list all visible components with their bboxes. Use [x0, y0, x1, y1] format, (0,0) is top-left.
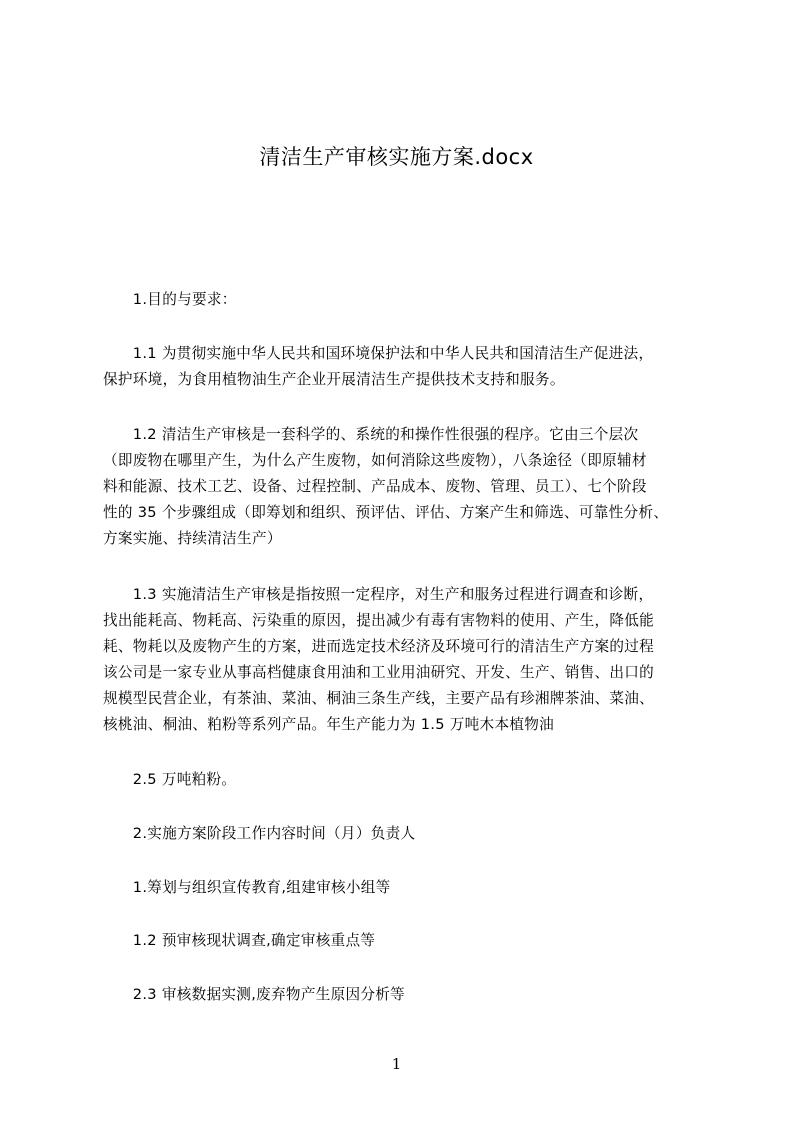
paragraph-1-2	[103, 422, 693, 552]
document-title: 清洁生产审核实施方案.docx	[259, 145, 534, 169]
text-line: 保护环境，为食用植物油生产企业开展清洁生产提供技术支持和服务。	[103, 371, 565, 388]
text-line: 1.筹划与组织宣传教育,组建审核小组等	[103, 879, 391, 896]
text-line: 料和能源、技术工艺、设备、过程控制、产品成本、废物、管理、员工）、七个阶段	[103, 478, 647, 495]
text-line: 2.5 万吨粕粉。	[103, 771, 237, 788]
text-line: 1.1 为贯彻实施中华人民共和国环境保护法和中华人民共和国清洁生产促进法，	[103, 345, 654, 362]
paragraph-1-1	[103, 341, 693, 393]
text-line: 2.实施方案阶段工作内容时间（月）负责人	[103, 825, 416, 842]
text-line: （即废物在哪里产生，为什么产生废物，如何消除这些废物），八条途径（即原辅材	[103, 452, 647, 469]
text-line: 耗、物耗以及废物产生的方案，进而选定技术经济及环境可行的清洁生产方案的过程	[103, 638, 655, 655]
text-line: 该公司是一家专业从事高档健康食用油和工业用油研究、开发、生产、销售、出口的	[103, 664, 655, 681]
paragraph-stage-2-3	[103, 982, 693, 1008]
text-line: 规模型民营企业，有茶油、菜油、桐油三条生产线，主要产品有珍湘牌茶油、菜油、	[103, 690, 655, 707]
page-number: 1	[391, 1055, 402, 1073]
text-line: 1.3 实施清洁生产审核是指按照一定程序，对生产和服务过程进行调查和诊断，	[103, 586, 654, 603]
text-line: 方案实施、持续清洁生产）	[103, 530, 282, 547]
paragraph-stage-1-2	[103, 928, 693, 954]
text-line: 核桃油、桐油、粕粉等系列产品。年生产能力为 1.5 万吨木本植物油	[103, 716, 555, 733]
text-line: 2.3 审核数据实测,废弃物产生原因分析等	[103, 986, 406, 1003]
text-line: 1.目的与要求：	[103, 291, 237, 308]
paragraph-2	[103, 821, 693, 847]
paragraph-stage-1	[103, 875, 693, 901]
paragraph-production	[103, 767, 693, 793]
text-line: 1.2 预审核现状调查,确定审核重点等	[103, 932, 376, 949]
paragraph-1-3	[103, 582, 693, 738]
text-line: 性的 35 个步骤组成（即筹划和组织、预评估、评估、方案产生和筛选、可靠性分析、	[103, 504, 669, 521]
text-line: 找出能耗高、物耗高、污染重的原因，提出减少有毒有害物料的使用、产生，降低能	[103, 612, 655, 629]
text-line: 1.2 清洁生产审核是一套科学的、系统的和操作性很强的程序。它由三个层次	[103, 426, 639, 443]
paragraph-1	[103, 287, 693, 313]
